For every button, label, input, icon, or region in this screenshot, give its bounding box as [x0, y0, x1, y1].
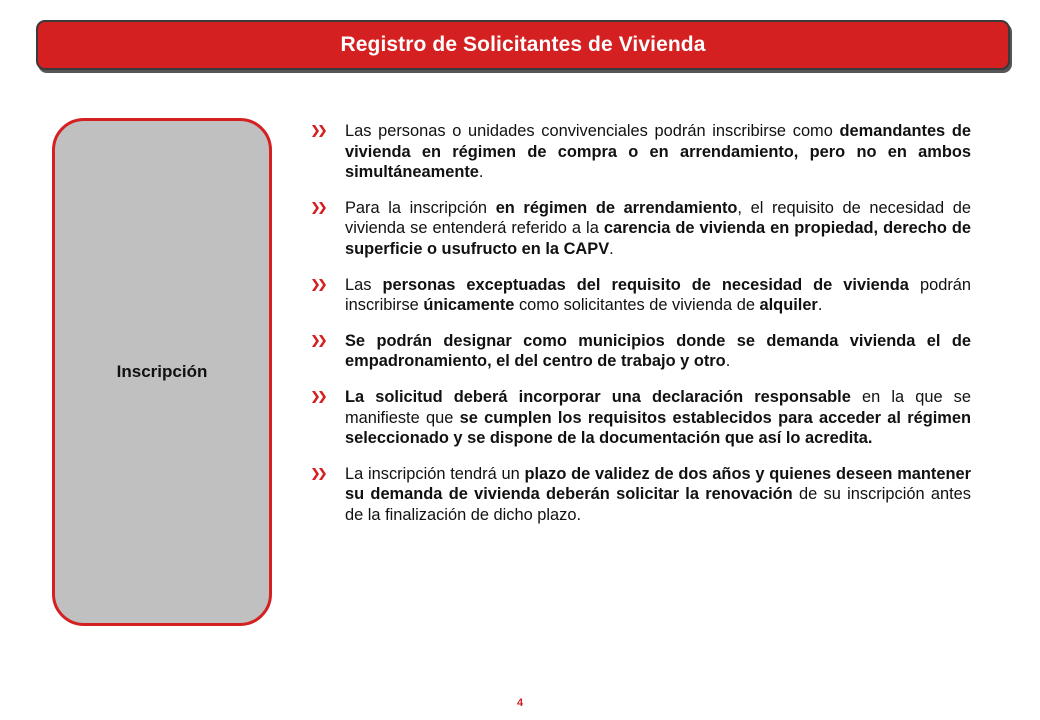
double-chevron-right-icon	[311, 390, 329, 404]
section-label-box	[52, 118, 272, 626]
bullet-text-bold: plazo de validez de dos años y quienes deseen mantener su demanda de vivienda deberán solicitar la renovación	[345, 464, 971, 504]
double-chevron-right-icon	[311, 124, 329, 138]
bullet-text: como solicitantes de vivienda de	[514, 296, 760, 315]
double-chevron-right-icon	[311, 334, 329, 348]
double-chevron-right-icon	[311, 467, 329, 481]
bullet-text-bold: La solicitud deberá incorporar una declaración responsable	[345, 387, 851, 406]
double-chevron-right-icon	[311, 278, 329, 292]
bullet-text-bold: Se podrán designar como municipios donde se demanda vivienda el de empadronamiento, el del centro de trabajo y otro	[345, 331, 971, 371]
bullet-item	[311, 275, 971, 316]
bullet-text-bold: carencia de vivienda en propiedad, derecho de superficie o usufructo en la CAPV	[345, 219, 971, 258]
bullet-text-bold: en régimen de arrendamiento	[495, 198, 738, 217]
page-title: Registro de Solicitantes de Vivienda	[340, 33, 706, 56]
bullet-text: podrán inscribirse	[345, 275, 972, 315]
bullet-text: Las	[345, 275, 383, 294]
bullet-text: Las personas o unidades convivenciales podrán inscribirse como	[345, 122, 840, 140]
bullet-text: , el requisito de necesidad de vivienda se entenderá referido a la	[345, 198, 971, 238]
bullet-item	[311, 121, 971, 183]
title-banner	[36, 20, 1010, 70]
bullet-text-bold: demandantes de vivienda en régimen de compra o en arrendamiento, pero no en ambos simultáneamente	[345, 122, 971, 182]
bullet-text-bold: únicamente	[423, 296, 515, 315]
bullet-item	[311, 464, 971, 526]
page-number: 4	[516, 697, 524, 709]
bullet-text: Para la inscripción	[345, 198, 496, 217]
bullet-list	[311, 121, 971, 526]
bullet-item	[311, 387, 971, 449]
section-label: Inscripción	[116, 362, 208, 381]
bullet-item	[311, 198, 971, 260]
double-chevron-right-icon	[311, 201, 329, 215]
bullet-text: de su inscripción antes de la finalización de dicho plazo.	[345, 485, 971, 524]
bullet-text: .	[817, 296, 823, 315]
bullet-text-bold: alquiler	[759, 296, 818, 315]
bullet-text-bold: personas exceptuadas del requisito de necesidad de vivienda	[382, 275, 909, 294]
bullet-text: La inscripción tendrá un	[345, 464, 525, 483]
bullet-text: en la que se manifieste que	[345, 387, 971, 427]
bullet-item	[311, 331, 971, 372]
bullet-text: .	[478, 163, 484, 182]
bullet-text-bold: se cumplen los requisitos establecidos para acceder al régimen seleccionado y se dispone de la documentación que así lo acredita.	[345, 408, 971, 448]
bullet-text: .	[725, 352, 731, 371]
bullet-text: .	[609, 239, 614, 258]
